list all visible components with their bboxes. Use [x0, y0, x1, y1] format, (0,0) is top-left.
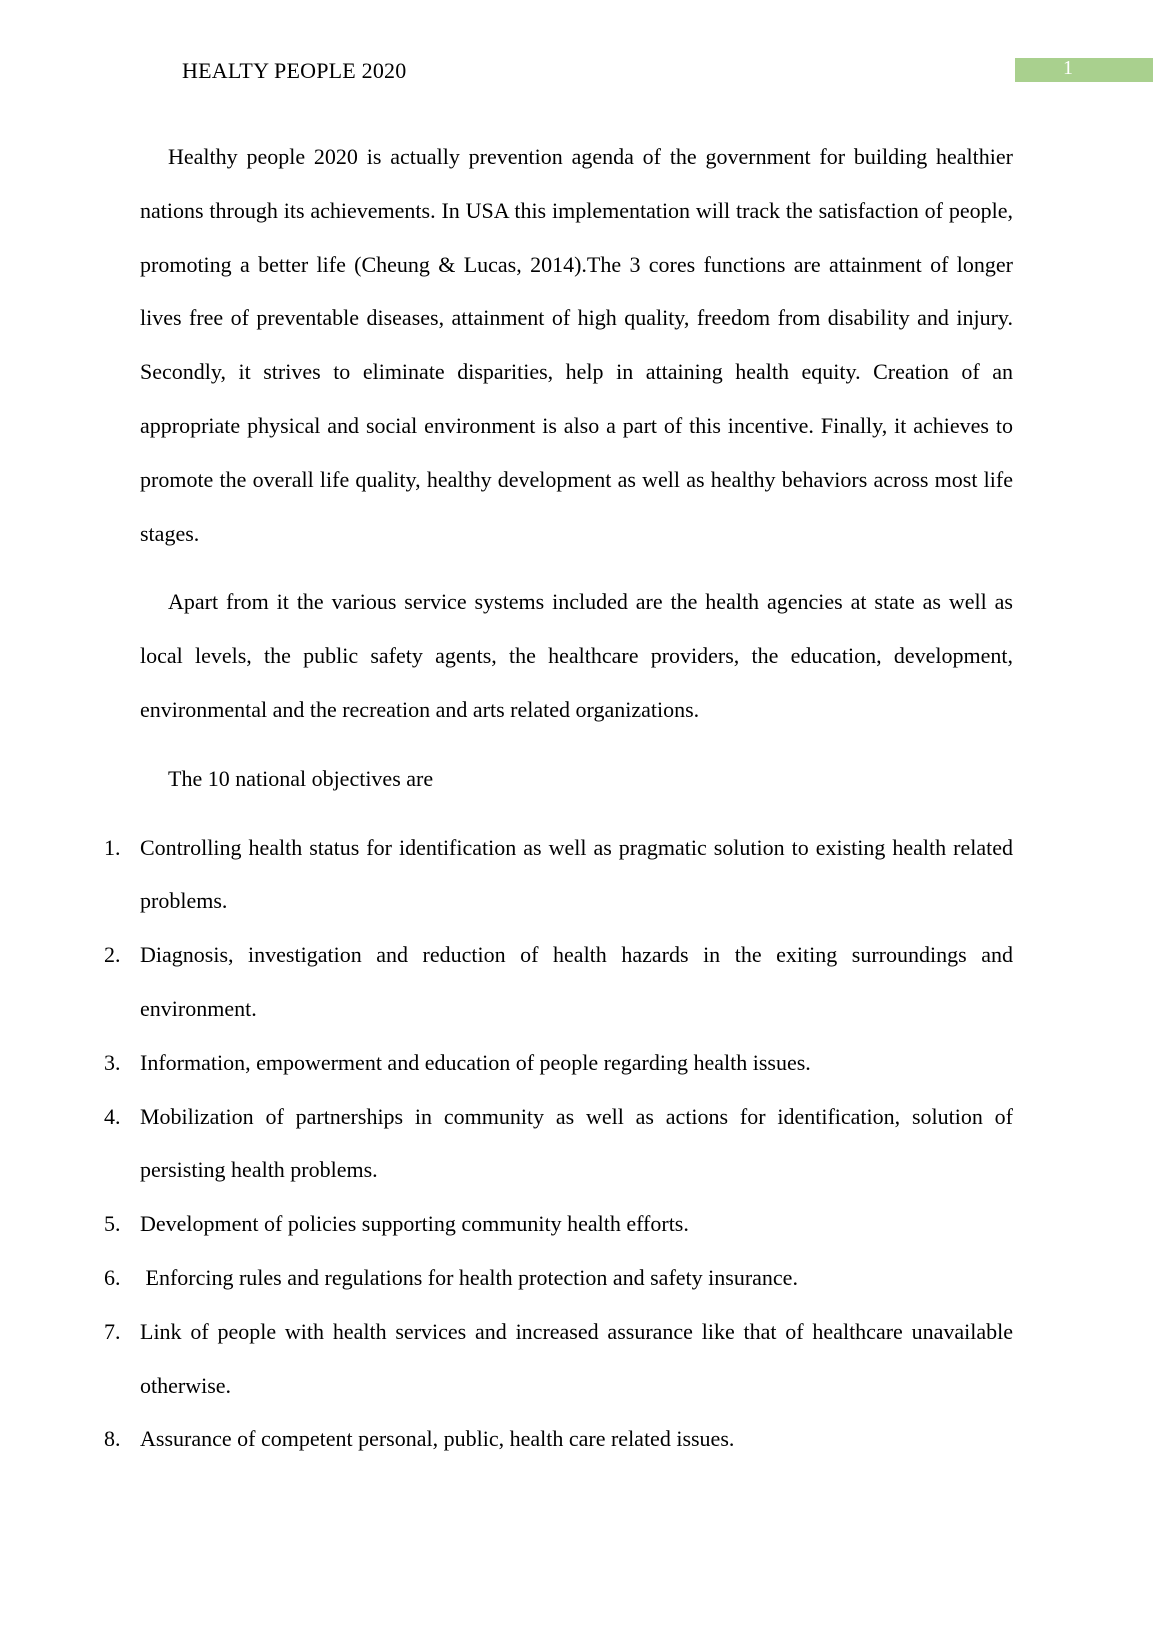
list-item [104, 928, 1013, 1036]
list-text: Development of policies supporting community health efforts. [140, 1211, 689, 1237]
list-number: 4. [104, 1103, 121, 1129]
list-number: 6. [104, 1264, 121, 1290]
list-text: Assurance of competent personal, public, health care related issues. [140, 1426, 735, 1452]
list-text: Diagnosis, investigation and reduction of health hazards in the exiting surroundings and environment. [140, 942, 1013, 1021]
list-text: Enforcing rules and regulations for health protection and safety insurance. [140, 1264, 798, 1290]
paragraph-service-systems: Apart from it the various service systems included are the health agencies at state as well as local levels, the public safety agents, the healthcare providers, the education, development, environmental and the recreation and arts related organizations. [140, 589, 1013, 722]
objectives-list [104, 821, 1013, 1467]
list-number: 7. [104, 1318, 121, 1344]
list-number: 8. [104, 1426, 121, 1452]
list-text: Controlling health status for identification as well as pragmatic solution to existing health related problems. [140, 834, 1013, 914]
paragraph-intro: Healthy people 2020 is actually prevention agenda of the government for building healthier nations through its achievements. In USA this implementation will track the satisfaction of people, promoting a better life (Cheung & Lucas, 2014).The 3 cores functions are attainment of longer lives free of preventable diseases, attainment of high quality, freedom from disability and injury. Secondly, it strives to eliminate disparities, help in attaining health equity. Creation of an appropriate physical and social environment is also a part of this incentive. Finally, it achieves to promote the overall life quality, healthy development as well as healthy behaviors across most life stages. [140, 144, 1013, 546]
list-item [104, 1412, 1013, 1466]
list-number: 3. [104, 1049, 121, 1075]
page-number-box [1015, 58, 1153, 82]
list-text: Link of people with health services and increased assurance like that of healthcare unavailable otherwise. [140, 1318, 1013, 1398]
list-item [104, 821, 1013, 929]
document-body [104, 130, 1013, 1466]
list-number: 5. [104, 1211, 121, 1237]
list-item [104, 1251, 1013, 1305]
list-item [104, 1036, 1013, 1090]
list-text: Information, empowerment and education of people regarding health issues. [140, 1049, 811, 1075]
page-number: 1 [1063, 57, 1073, 79]
list-number: 2. [104, 942, 121, 968]
list-item [104, 1090, 1013, 1198]
list-text: Mobilization of partnerships in community as well as actions for identification, solution of persisting health problems. [140, 1103, 1013, 1183]
list-item [104, 1197, 1013, 1251]
running-head: HEALTY PEOPLE 2020 [182, 58, 407, 83]
objectives-intro: The 10 national objectives are [168, 765, 434, 791]
list-item [104, 1305, 1013, 1413]
list-number: 1. [104, 834, 121, 860]
